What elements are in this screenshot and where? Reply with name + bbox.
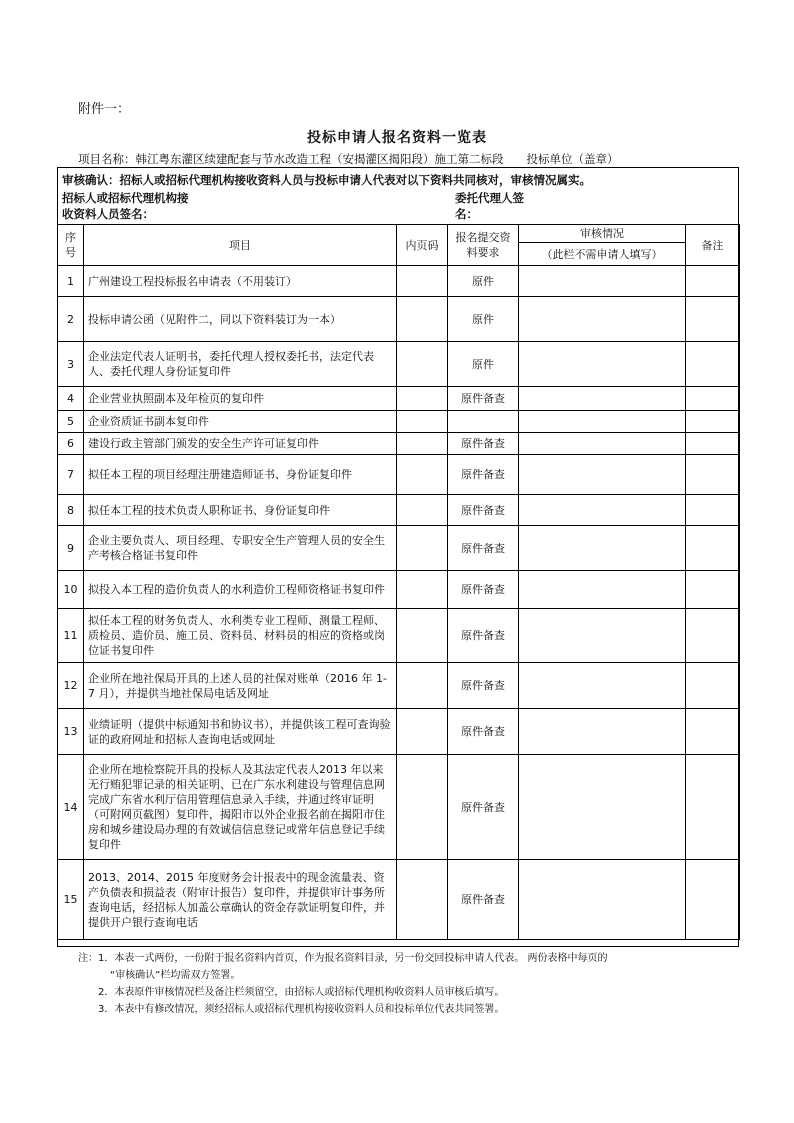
row-review (519, 411, 686, 433)
row-number: 12 (58, 663, 84, 709)
table-row (58, 526, 740, 571)
table-row (58, 387, 740, 411)
row-requirement: 原件备查 (448, 455, 519, 495)
row-page-number (397, 387, 448, 411)
row-remark (686, 297, 740, 342)
table-row (58, 342, 740, 387)
row-number: 4 (58, 387, 84, 411)
header-remark: 备注 (686, 225, 740, 266)
row-page-number (397, 342, 448, 387)
row-number: 13 (58, 709, 84, 755)
row-item: 企业资质证书副本复印件 (84, 411, 397, 433)
row-remark (686, 526, 740, 571)
row-item: 投标申请公函（见附件二，同以下资料装订为一本） (84, 297, 397, 342)
row-number: 9 (58, 526, 84, 571)
table-row (58, 411, 740, 433)
table-row (58, 495, 740, 526)
row-item: 企业法定代表人证明书，委托代理人授权委托书，法定代表人、委托代理人身份证复印件 (84, 342, 397, 387)
row-review (519, 526, 686, 571)
row-review (519, 266, 686, 297)
row-item: 拟任本工程的项目经理注册建造师证书、身份证复印件 (84, 455, 397, 495)
row-number: 10 (58, 571, 84, 609)
row-remark (686, 755, 740, 860)
row-remark (686, 266, 740, 297)
confirm-text: 审核确认：招标人或招标代理机构接收资料人员与投标申请人代表对以下资料共同核对，审核情况属实。 (62, 173, 591, 187)
row-review (519, 609, 686, 663)
row-review (519, 387, 686, 411)
row-page-number (397, 609, 448, 663)
row-requirement: 原件备查 (448, 571, 519, 609)
row-review (519, 571, 686, 609)
row-item: 拟任本工程的财务负责人、水利类专业工程师、测量工程师、质检员、造价员、施工员、资料员、材料员的相应的资格或岗位证书复印件 (84, 609, 397, 663)
row-review (519, 455, 686, 495)
row-number: 3 (58, 342, 84, 387)
attachment-label: 附件一： (78, 102, 131, 117)
table-row (58, 860, 740, 940)
row-review (519, 495, 686, 526)
row-remark (686, 387, 740, 411)
notes (78, 950, 608, 1018)
row-page-number (397, 411, 448, 433)
header-review: 审核情况 (519, 225, 686, 243)
row-number: 15 (58, 860, 84, 940)
row-page-number (397, 433, 448, 455)
row-remark (686, 495, 740, 526)
row-remark (686, 609, 740, 663)
org-signature-label-line2: 收资料人员签名： (62, 207, 154, 221)
note-line-1: 注：1．本表一式两份，一份附于报名资料内首页，作为报名资料目录，另一份交回投标申请人代表。 两份表格中每页的 (78, 953, 608, 964)
row-requirement: 原件 (448, 342, 519, 387)
table-row (58, 455, 740, 495)
row-review (519, 663, 686, 709)
row-number: 8 (58, 495, 84, 526)
agent-signature-label-line2: 名： (455, 207, 478, 221)
row-page-number (397, 860, 448, 940)
document-table (57, 224, 740, 940)
note-line-3: 2．本表原件审核情况栏及备注栏须留空，由招标人或招标代理机构收资料人员审核后填写。 (98, 987, 505, 998)
table-row (58, 755, 740, 860)
row-requirement: 原件 (448, 266, 519, 297)
row-review (519, 297, 686, 342)
row-item: 企业主要负责人、项目经理、专职安全生产管理人员的安全生产考核合格证书复印件 (84, 526, 397, 571)
row-page-number (397, 755, 448, 860)
row-requirement: 原件 (448, 297, 519, 342)
header-seq: 序号 (58, 225, 84, 266)
row-requirement: 原件备查 (448, 495, 519, 526)
row-item: 拟投入本工程的造价负责人的水利造价工程师资格证书复印件 (84, 571, 397, 609)
row-number: 11 (58, 609, 84, 663)
row-page-number (397, 663, 448, 709)
note-line-4: 3．本表中有修改情况，须经招标人或招标代理机构接收资料人员和投标单位代表共同签署。 (98, 1004, 505, 1015)
row-page-number (397, 297, 448, 342)
row-review (519, 433, 686, 455)
row-requirement: 原件备查 (448, 663, 519, 709)
row-remark (686, 411, 740, 433)
row-review (519, 755, 686, 860)
row-requirement (448, 411, 519, 433)
row-page-number (397, 495, 448, 526)
row-remark (686, 860, 740, 940)
row-page-number (397, 266, 448, 297)
row-page-number (397, 526, 448, 571)
page-title: 投标申请人报名资料一览表 (307, 130, 487, 146)
row-requirement: 原件备查 (448, 609, 519, 663)
org-signature-label-line1: 招标人或招标代理机构接 (62, 191, 189, 205)
row-item: 企业营业执照副本及年检页的复印件 (84, 387, 397, 411)
row-remark (686, 571, 740, 609)
row-remark (686, 342, 740, 387)
row-review (519, 860, 686, 940)
table-row (58, 433, 740, 455)
table-row (58, 663, 740, 709)
table-row (58, 297, 740, 342)
row-review (519, 342, 686, 387)
row-item: 拟任本工程的技术负责人职称证书、身份证复印件 (84, 495, 397, 526)
row-number: 14 (58, 755, 84, 860)
row-item: 企业所在地检察院开具的投标人及其法定代表人2013 年以来无行贿犯罪记录的相关证明、已在广东水利建设与管理信息网完成广东省水利厅信用管理信息录入手续，并通过终审证明（可附网页截图）复印件，揭阳市以外企业报名前在揭阳市住房和城乡建设局办理的有效诚信信息登记或常年信息登记手续复印件 (84, 755, 397, 860)
table-row (58, 266, 740, 297)
row-number: 1 (58, 266, 84, 297)
table-row (58, 609, 740, 663)
row-review (519, 709, 686, 755)
row-remark (686, 455, 740, 495)
row-item: 企业所在地社保局开具的上述人员的社保对账单（2016 年 1-7 月），并提供当地社保局电话及网址 (84, 663, 397, 709)
row-page-number (397, 709, 448, 755)
note-line-2: “审核确认”栏均需双方签署。 (110, 970, 241, 981)
header-page: 内页码 (397, 225, 448, 266)
row-page-number (397, 455, 448, 495)
row-remark (686, 663, 740, 709)
header-item: 项目 (84, 225, 397, 266)
row-requirement: 原件备查 (448, 755, 519, 860)
row-item: 建设行政主管部门颁发的安全生产许可证复印件 (84, 433, 397, 455)
row-item: 2013、2014、2015 年度财务会计报表中的现金流量表、资产负债表和损益表（附审计报告）复印件，并提供审计事务所查询电话，经招标人加盖公章确认的资金存款证明复印件，并提供开户银行查询电话 (84, 860, 397, 940)
header-review-note: （此栏不需申请人填写） (519, 243, 686, 266)
row-page-number (397, 571, 448, 609)
agent-signature-label-line1: 委托代理人签 (455, 191, 524, 205)
project-name: 项目名称：韩江粤东灌区续建配套与节水改造工程（安揭灌区揭阳段）施工第二标段 投标单位（盖章） (78, 152, 619, 166)
row-requirement: 原件备查 (448, 526, 519, 571)
row-number: 5 (58, 411, 84, 433)
row-number: 2 (58, 297, 84, 342)
row-requirement: 原件备查 (448, 387, 519, 411)
row-requirement: 原件备查 (448, 433, 519, 455)
row-requirement: 原件备查 (448, 709, 519, 755)
row-number: 7 (58, 455, 84, 495)
row-item: 业绩证明（提供中标通知书和协议书），并提供该工程可查询验证的政府网址和招标人查询电话或网址 (84, 709, 397, 755)
row-number: 6 (58, 433, 84, 455)
table-row (58, 709, 740, 755)
row-remark (686, 709, 740, 755)
row-item: 广州建设工程投标报名申请表（不用装订） (84, 266, 397, 297)
header-requirement: 报名提交资料要求 (448, 225, 519, 266)
table-row (58, 571, 740, 609)
row-remark (686, 433, 740, 455)
row-requirement: 原件备查 (448, 860, 519, 940)
